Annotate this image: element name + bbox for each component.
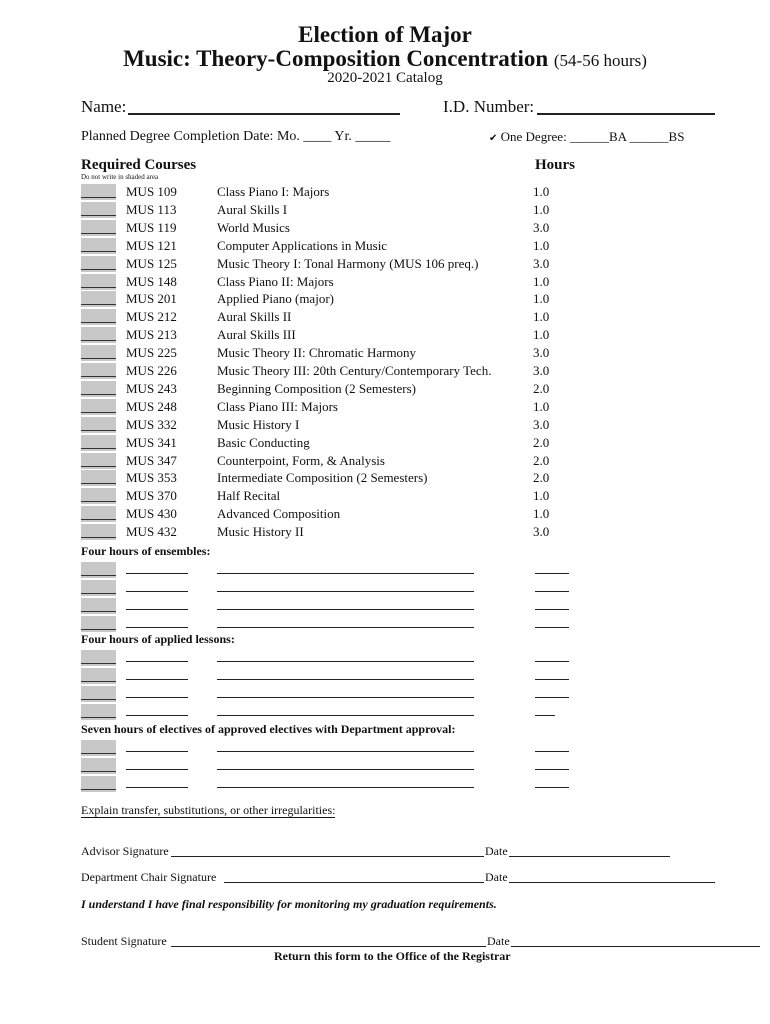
course-code: MUS 148 [126, 274, 177, 289]
responsibility-statement: I understand I have final responsibility for monitoring my graduation requirements. [81, 897, 497, 911]
shaded-check-box [81, 470, 116, 486]
course-hours: 1.0 [533, 327, 550, 342]
advisor-date-field[interactable] [509, 856, 670, 857]
course-title: Music History I [217, 417, 300, 432]
degree-choice[interactable] [489, 129, 684, 145]
shaded-check-box [81, 524, 116, 540]
course-title: Basic Conducting [217, 435, 310, 450]
course-code: MUS 370 [126, 488, 177, 503]
hours-field[interactable] [535, 573, 569, 574]
hours-heading: Hours [535, 157, 576, 173]
course-code: MUS 432 [126, 524, 177, 539]
concentration-name: Music: Theory-Composition Concentration [123, 46, 549, 71]
course-hours: 3.0 [533, 220, 550, 235]
course-title: Aural Skills I [217, 202, 288, 217]
chair-signature-field[interactable] [224, 882, 484, 883]
hours-field[interactable] [535, 769, 569, 770]
shaded-check-box [81, 345, 116, 361]
name-field[interactable] [128, 113, 400, 115]
shaded-check-box [81, 291, 116, 307]
course-code: MUS 212 [126, 309, 177, 324]
course-hours: 3.0 [533, 256, 550, 271]
course-title: Class Piano I: Majors [217, 184, 330, 199]
chair-signature-label: Department Chair Signature [81, 870, 217, 884]
course-title-field[interactable] [217, 751, 474, 752]
course-hours: 1.0 [533, 291, 550, 306]
shaded-check-box [81, 506, 116, 522]
id-number-field[interactable] [537, 113, 715, 115]
shaded-check-box [81, 184, 116, 200]
shaded-check-box [81, 580, 116, 596]
total-hours: (54-56 hours) [553, 51, 647, 70]
course-title: Class Piano III: Majors [217, 399, 338, 414]
course-title: World Musics [217, 220, 290, 235]
course-hours: 3.0 [533, 417, 550, 432]
shaded-check-box [81, 202, 116, 218]
course-hours: 3.0 [533, 363, 550, 378]
course-hours: 1.0 [533, 506, 550, 521]
course-code: MUS 213 [126, 327, 177, 342]
course-code: MUS 332 [126, 417, 177, 432]
shaded-check-box [81, 327, 116, 343]
course-title-field[interactable] [217, 627, 474, 628]
shaded-check-box [81, 668, 116, 684]
ensembles-heading: Four hours of ensembles: [81, 544, 211, 558]
course-number-field[interactable] [126, 573, 188, 574]
course-number-field[interactable] [126, 697, 188, 698]
course-code: MUS 248 [126, 399, 177, 414]
course-hours: 1.0 [533, 274, 550, 289]
course-code: MUS 109 [126, 184, 177, 199]
return-instruction: Return this form to the Office of the Registrar [274, 949, 511, 963]
shaded-check-box [81, 704, 116, 720]
shaded-check-box [81, 381, 116, 397]
shaded-check-box [81, 650, 116, 666]
hours-field[interactable] [535, 591, 569, 592]
course-title-field[interactable] [217, 715, 474, 716]
hours-field[interactable] [535, 661, 569, 662]
advisor-date-label: Date [485, 844, 508, 858]
shaded-check-box [81, 220, 116, 236]
electives-heading: Seven hours of electives of approved electives with Department approval: [81, 722, 456, 736]
advisor-signature-label: Advisor Signature [81, 844, 169, 858]
course-title-field[interactable] [217, 573, 474, 574]
course-hours: 1.0 [533, 488, 550, 503]
course-number-field[interactable] [126, 609, 188, 610]
hours-field[interactable] [535, 679, 569, 680]
course-hours: 1.0 [533, 309, 550, 324]
shaded-check-box [81, 274, 116, 290]
course-code: MUS 201 [126, 291, 177, 306]
course-hours: 1.0 [533, 238, 550, 253]
course-title-field[interactable] [217, 769, 474, 770]
shaded-check-box [81, 776, 116, 792]
course-title: Intermediate Composition (2 Semesters) [217, 470, 428, 485]
course-hours: 3.0 [533, 524, 550, 539]
chair-date-field[interactable] [509, 882, 715, 883]
course-title-field[interactable] [217, 679, 474, 680]
check-icon: ✔ [489, 133, 498, 144]
degree-label: One Degree: ______BA ______BS [500, 129, 685, 144]
course-title: Advanced Composition [217, 506, 341, 521]
course-title: Computer Applications in Music [217, 238, 388, 253]
shaded-check-box [81, 562, 116, 578]
hours-field[interactable] [535, 715, 555, 716]
course-title-field[interactable] [217, 591, 474, 592]
hours-field[interactable] [535, 609, 569, 610]
shaded-area-note: Do not write in shaded area [81, 173, 159, 181]
shaded-check-box [81, 758, 116, 774]
course-title-field[interactable] [217, 697, 474, 698]
hours-field[interactable] [535, 787, 569, 788]
course-number-field[interactable] [126, 627, 188, 628]
course-title-field[interactable] [217, 787, 474, 788]
course-number-field[interactable] [126, 715, 188, 716]
course-hours: 2.0 [533, 381, 550, 396]
hours-field[interactable] [535, 751, 569, 752]
course-number-field[interactable] [126, 751, 188, 752]
course-number-field[interactable] [126, 769, 188, 770]
course-title: Music Theory III: 20th Century/Contemporary Tech. [217, 363, 492, 378]
course-title: Music History II [217, 524, 304, 539]
course-title: Aural Skills III [217, 327, 296, 342]
shaded-check-box [81, 453, 116, 469]
course-title: Music Theory II: Chromatic Harmony [217, 345, 417, 360]
concentration-title [0, 46, 770, 72]
course-code: MUS 226 [126, 363, 177, 378]
shaded-check-box [81, 399, 116, 415]
course-hours: 3.0 [533, 345, 550, 360]
course-code: MUS 125 [126, 256, 177, 271]
course-title: Counterpoint, Form, & Analysis [217, 453, 385, 468]
course-number-field[interactable] [126, 661, 188, 662]
course-hours: 1.0 [533, 399, 550, 414]
course-title: Applied Piano (major) [217, 291, 334, 306]
course-hours: 1.0 [533, 202, 550, 217]
shaded-check-box [81, 435, 116, 451]
shaded-check-box [81, 616, 116, 632]
course-title: Beginning Composition (2 Semesters) [217, 381, 416, 396]
course-hours: 2.0 [533, 435, 550, 450]
course-code: MUS 347 [126, 453, 177, 468]
catalog-year: 2020-2021 Catalog [327, 70, 443, 86]
shaded-check-box [81, 256, 116, 272]
course-title: Class Piano II: Majors [217, 274, 334, 289]
shaded-check-box [81, 740, 116, 756]
course-code: MUS 430 [126, 506, 177, 521]
chair-date-label: Date [485, 870, 508, 884]
course-title: Half Recital [217, 488, 281, 503]
course-title: Aural Skills II [217, 309, 292, 324]
shaded-check-box [81, 598, 116, 614]
course-hours: 2.0 [533, 470, 550, 485]
course-title-field[interactable] [217, 609, 474, 610]
hours-field[interactable] [535, 697, 569, 698]
course-code: MUS 225 [126, 345, 177, 360]
student-date-field[interactable] [511, 946, 760, 947]
student-signature-label: Student Signature [81, 934, 167, 948]
irregularities-label: Explain transfer, substitutions, or other irregularities: [81, 803, 336, 817]
course-number-field[interactable] [126, 679, 188, 680]
shaded-check-box [81, 417, 116, 433]
applied-lessons-heading: Four hours of applied lessons: [81, 632, 235, 646]
course-code: MUS 119 [126, 220, 177, 235]
course-hours: 2.0 [533, 453, 550, 468]
course-number-field[interactable] [126, 787, 188, 788]
shaded-check-box [81, 488, 116, 504]
advisor-signature-field[interactable] [171, 856, 484, 857]
course-title-field[interactable] [217, 661, 474, 662]
form-title: Election of Major [298, 22, 472, 47]
shaded-check-box [81, 238, 116, 254]
shaded-check-box [81, 363, 116, 379]
name-label: Name: [81, 97, 127, 116]
shaded-check-box [81, 686, 116, 702]
course-code: MUS 243 [126, 381, 177, 396]
shaded-check-box [81, 309, 116, 325]
planned-completion-date[interactable]: Planned Degree Completion Date: Mo. ____ Yr. _____ [81, 129, 391, 144]
course-code: MUS 341 [126, 435, 177, 450]
student-signature-field[interactable] [171, 946, 486, 947]
hours-field[interactable] [535, 627, 569, 628]
course-code: MUS 121 [126, 238, 177, 253]
course-number-field[interactable] [126, 591, 188, 592]
student-date-label: Date [487, 934, 510, 948]
required-courses-heading: Required Courses [81, 157, 197, 173]
course-code: MUS 353 [126, 470, 177, 485]
course-code: MUS 113 [126, 202, 177, 217]
id-label: I.D. Number: [443, 97, 535, 116]
course-hours: 1.0 [533, 184, 550, 199]
course-title: Music Theory I: Tonal Harmony (MUS 106 preq.) [217, 256, 479, 271]
